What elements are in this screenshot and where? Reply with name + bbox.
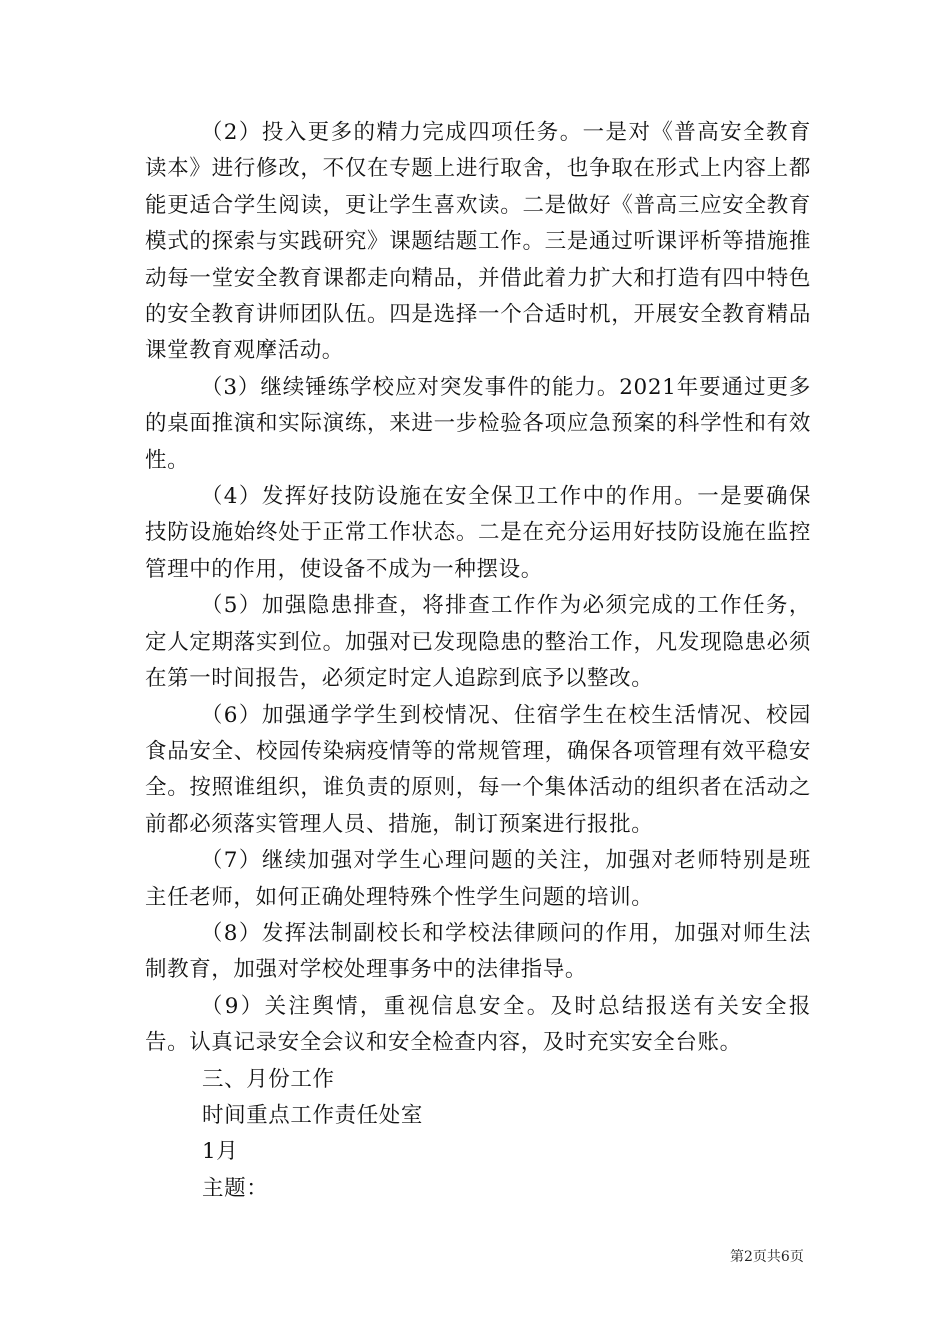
paragraph-item-7: （7）继续加强对学生心理问题的关注，加强对老师特别是班主任老师，如何正确处理特殊个性学生问题的培训。 xyxy=(145,848,811,910)
paragraph-item-3: （3）继续锤练学校应对突发事件的能力。2021年要通过更多的桌面推演和实际演练，来进一步检验各项应急预案的科学性和有效性。 xyxy=(145,374,811,473)
paragraph-item-8: （8）发挥法制副校长和学校法律顾问的作用，加强对师生法制教育，加强对学校处理事务中的法律指导。 xyxy=(145,920,811,983)
table-header-text: 时间重点工作责任处室 xyxy=(202,1102,424,1128)
document-body xyxy=(145,115,811,1207)
topic-label: 主题： xyxy=(202,1175,269,1201)
paragraph-item-5: （5）加强隐患排查，将排查工作作为必须完成的工作任务，定人定期落实到位。加强对已发现隐患的整治工作，凡发现隐患必须在第一时间报告，必须定时定人追踪到底予以整改。 xyxy=(145,593,811,692)
paragraph-item-4: （4）发挥好技防设施在安全保卫工作中的作用。一是要确保技防设施始终处于正常工作状态。二是在充分运用好技防设施在监控管理中的作用，使设备不成为一种摆设。 xyxy=(145,484,811,582)
section-heading: 三、月份工作 xyxy=(202,1066,335,1092)
paragraph-item-2: （2）投入更多的精力完成四项任务。一是对《普高安全教育读本》进行修改，不仅在专题上进行取舍，也争取在形式上内容上都能更适合学生阅读，更让学生喜欢读。二是做好《普高三应安全教育模式的探索与实践研究》课题结题工作。三是通过听课评析等措施推动每一堂安全教育课都走向精品，并借此着力扩大和打造有四中特色的安全教育讲师团队伍。四是选择一个合适时机，开展安全教育精品课堂教育观摩活动。 xyxy=(145,120,811,364)
paragraph-item-9: （9）关注舆情，重视信息安全。及时总结报送有关安全报告。认真记录安全会议和安全检查内容，及时充实安全台账。 xyxy=(145,993,811,1056)
page-number-footer: 第2页共6页 xyxy=(730,1249,804,1265)
paragraph-item-6: （6）加强通学学生到校情况、住宿学生在校生活情况、校园食品安全、校园传染病疫情等的常规管理，确保各项管理有效平稳安全。按照谁组织，谁负责的原则，每一个集体活动的组织者在活动之前都必须落实管理人员、措施，制订预案进行报批。 xyxy=(145,702,811,837)
month-label: 1月 xyxy=(202,1139,239,1165)
